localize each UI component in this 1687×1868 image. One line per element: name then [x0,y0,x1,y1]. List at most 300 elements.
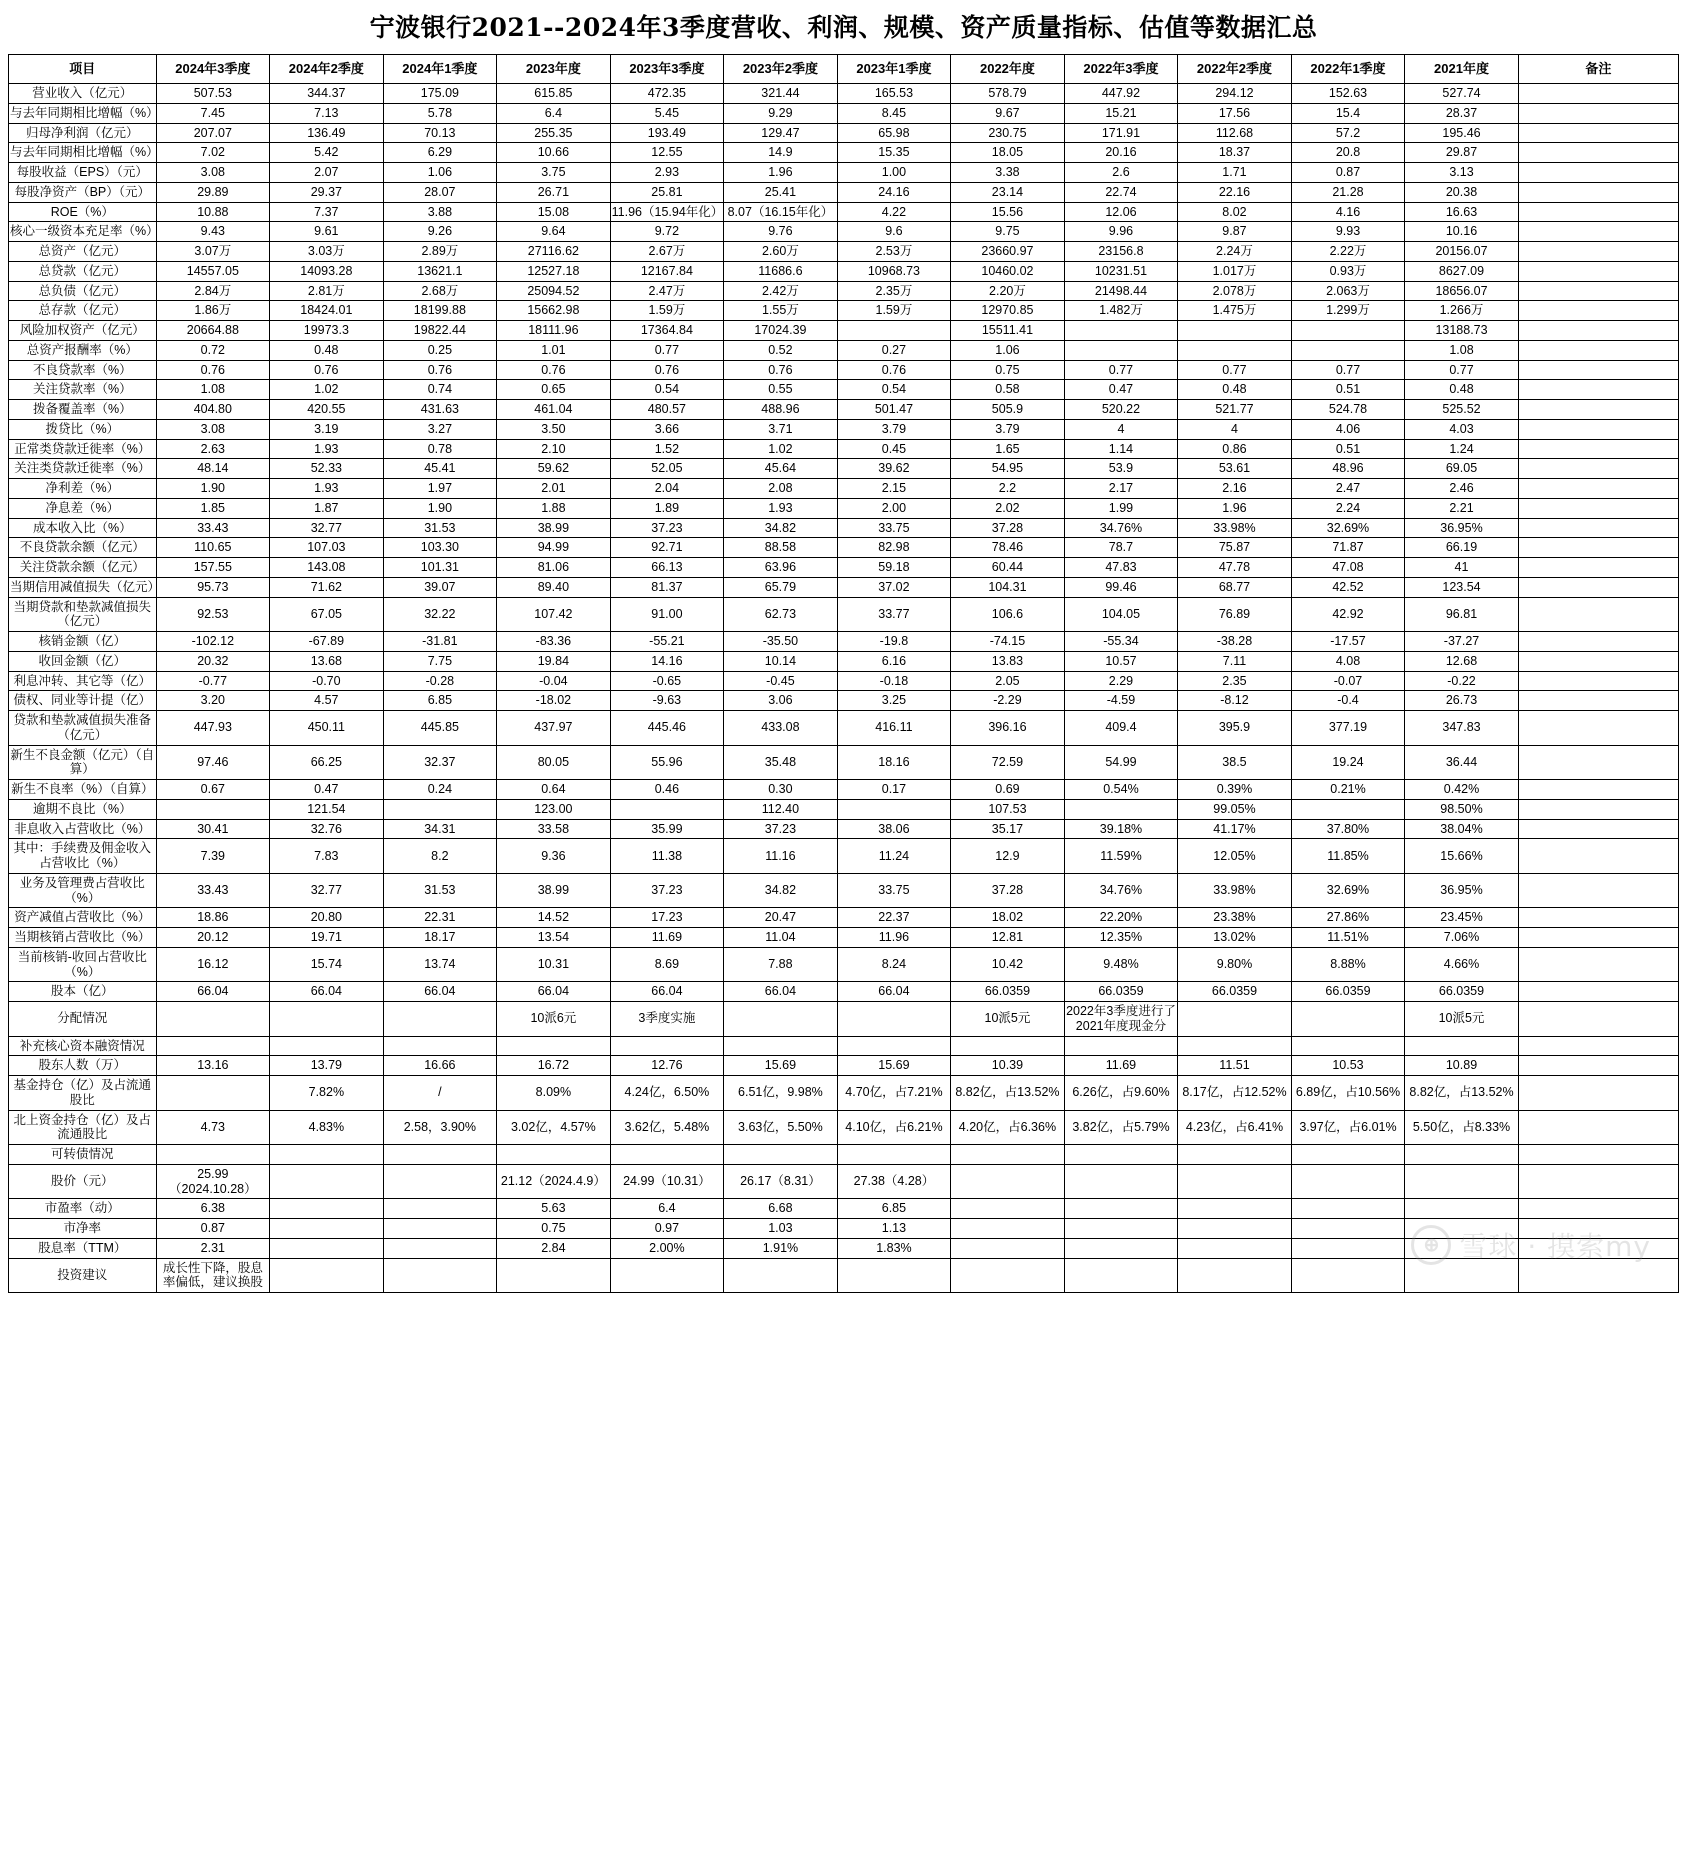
table-cell: 34.76% [1064,518,1178,538]
table-cell [1178,321,1292,341]
table-cell: 8.88% [1291,947,1405,982]
table-cell: 6.4 [610,1199,724,1219]
table-cell: 3.63亿，5.50% [724,1110,838,1145]
table-cell [951,1238,1065,1258]
table-cell: 2.05 [951,671,1065,691]
table-cell [1518,1219,1678,1239]
table-cell [1178,1238,1292,1258]
table-cell: 0.77 [1405,360,1519,380]
table-cell: 34.76% [1064,873,1178,908]
table-cell: 10231.51 [1064,261,1178,281]
row-label: 分配情况 [9,1002,157,1037]
table-cell: 71.62 [270,577,384,597]
table-cell: 2.60万 [724,242,838,262]
table-cell: 230.75 [951,123,1065,143]
table-row [9,281,1679,301]
table-cell: 11.69 [610,928,724,948]
table-cell [610,799,724,819]
table-cell [1518,360,1678,380]
row-label: 归母净利润（亿元） [9,123,157,143]
table-cell: 25.41 [724,182,838,202]
table-cell: 10.31 [497,947,611,982]
table-cell: 30.41 [156,819,270,839]
table-cell: 15.74 [270,947,384,982]
table-cell: 1.13 [837,1219,951,1239]
table-cell [1518,558,1678,578]
table-cell: 15511.41 [951,321,1065,341]
table-cell: 0.77 [1064,360,1178,380]
table-row [9,1002,1679,1037]
table-cell [1518,671,1678,691]
table-cell: 0.76 [270,360,384,380]
table-cell: 507.53 [156,84,270,104]
table-cell: -83.36 [497,632,611,652]
table-cell: 37.28 [951,518,1065,538]
table-cell: 31.53 [383,518,497,538]
row-label: 股价（元） [9,1164,157,1199]
row-label: 正常类贷款迁徙率（%） [9,439,157,459]
table-row [9,651,1679,671]
table-cell: 0.97 [610,1219,724,1239]
table-cell [1178,1199,1292,1219]
table-cell: 20156.07 [1405,242,1519,262]
table-cell: 409.4 [1064,711,1178,746]
table-cell: 0.74 [383,380,497,400]
table-cell: 0.76 [383,360,497,380]
table-cell: 2.00 [837,498,951,518]
table-cell: 11.69 [1064,1056,1178,1076]
table-cell: 3季度实施 [610,1002,724,1037]
table-row [9,163,1679,183]
table-cell [1518,222,1678,242]
table-cell: 6.68 [724,1199,838,1219]
table-cell: 10.66 [497,143,611,163]
table-cell: 13.79 [270,1056,384,1076]
table-cell: 480.57 [610,400,724,420]
table-cell: 68.77 [1178,577,1292,597]
table-cell: 4.73 [156,1110,270,1145]
table-cell: 0.21% [1291,780,1405,800]
table-cell [1291,1002,1405,1037]
table-cell: 26.17（8.31） [724,1164,838,1199]
table-cell: 2.22万 [1291,242,1405,262]
table-cell [1291,321,1405,341]
table-cell [1178,1258,1292,1293]
table-cell: 447.93 [156,711,270,746]
table-cell [383,1238,497,1258]
table-cell: 2.02 [951,498,1065,518]
table-cell: 52.05 [610,459,724,479]
column-header: 2024年3季度 [156,55,270,84]
table-cell: 16.12 [156,947,270,982]
table-cell: 24.99（10.31） [610,1164,724,1199]
row-label: 基金持仓（亿）及占流通股比 [9,1076,157,1111]
table-cell [1064,1238,1178,1258]
table-cell: 66.04 [724,982,838,1002]
table-cell [1518,123,1678,143]
table-cell: 34.82 [724,518,838,538]
table-cell: 6.51亿，9.98% [724,1076,838,1111]
table-cell: 25.99（2024.10.28） [156,1164,270,1199]
table-cell [951,1258,1065,1293]
table-cell: 18199.88 [383,301,497,321]
table-cell: 461.04 [497,400,611,420]
table-cell: 32.22 [383,597,497,632]
table-cell: 20.38 [1405,182,1519,202]
table-cell: 2.04 [610,479,724,499]
row-label: 拨贷比（%） [9,419,157,439]
table-cell: 20.12 [156,928,270,948]
table-cell: 1.96 [724,163,838,183]
table-cell [270,1145,384,1165]
table-cell [270,1036,384,1056]
table-cell [1518,301,1678,321]
table-cell [497,1258,611,1293]
column-header: 2022年2季度 [1178,55,1292,84]
table-cell: 92.71 [610,538,724,558]
table-cell: 1.99 [1064,498,1178,518]
table-cell: 152.63 [1291,84,1405,104]
table-cell: 7.82% [270,1076,384,1111]
table-cell: 27.86% [1291,908,1405,928]
column-header: 2024年2季度 [270,55,384,84]
table-cell: 17024.39 [724,321,838,341]
table-header-row [9,55,1679,84]
table-cell [1518,597,1678,632]
table-cell [1405,1164,1519,1199]
table-cell: 1.08 [1405,340,1519,360]
table-cell [1518,632,1678,652]
table-cell: 54.95 [951,459,1065,479]
table-cell [1518,479,1678,499]
table-cell [1518,819,1678,839]
table-cell: 66.04 [610,982,724,1002]
table-cell: 9.6 [837,222,951,242]
table-cell [1291,1036,1405,1056]
table-cell [156,799,270,819]
table-cell: 5.50亿，占8.33% [1405,1110,1519,1145]
table-row [9,380,1679,400]
table-row [9,632,1679,652]
table-cell: -74.15 [951,632,1065,652]
table-cell: 29.87 [1405,143,1519,163]
table-cell: 2022年3季度进行了2021年度现金分 [1064,1002,1178,1037]
table-cell: 14093.28 [270,261,384,281]
table-cell: 34.31 [383,819,497,839]
table-cell: 103.30 [383,538,497,558]
table-cell [1518,1258,1678,1293]
table-cell: 9.76 [724,222,838,242]
table-row [9,1056,1679,1076]
table-cell: 4.20亿，占6.36% [951,1110,1065,1145]
table-cell: 11.38 [610,839,724,874]
table-cell: 7.88 [724,947,838,982]
table-cell: 129.47 [724,123,838,143]
table-cell: -0.65 [610,671,724,691]
table-cell: 0.64 [497,780,611,800]
table-cell: 488.96 [724,400,838,420]
table-cell: -9.63 [610,691,724,711]
table-cell: 22.31 [383,908,497,928]
table-cell [1518,691,1678,711]
table-cell: 9.75 [951,222,1065,242]
table-cell [1518,1199,1678,1219]
table-cell: 0.48 [1405,380,1519,400]
table-cell: 19.84 [497,651,611,671]
table-row [9,242,1679,262]
table-cell: 2.68万 [383,281,497,301]
table-cell: 25.81 [610,182,724,202]
table-cell: 91.00 [610,597,724,632]
table-cell: 193.49 [610,123,724,143]
table-cell: 0.69 [951,780,1065,800]
table-cell: 107.42 [497,597,611,632]
table-row [9,261,1679,281]
table-cell: 1.97 [383,479,497,499]
table-cell: 5.78 [383,103,497,123]
table-cell: 10.14 [724,651,838,671]
table-cell: 9.61 [270,222,384,242]
table-cell: 2.35万 [837,281,951,301]
table-cell: 6.89亿，占10.56% [1291,1076,1405,1111]
table-cell: 294.12 [1178,84,1292,104]
table-cell: 6.16 [837,651,951,671]
table-cell: 66.04 [837,982,951,1002]
table-cell [1518,928,1678,948]
table-cell: -55.21 [610,632,724,652]
table-cell: 3.20 [156,691,270,711]
table-cell: 2.10 [497,439,611,459]
table-row [9,143,1679,163]
table-row [9,780,1679,800]
table-cell: 1.24 [1405,439,1519,459]
table-cell: 12167.84 [610,261,724,281]
table-cell: 1.14 [1064,439,1178,459]
table-cell: 28.07 [383,182,497,202]
table-cell: 0.55 [724,380,838,400]
table-cell: 4.57 [270,691,384,711]
table-cell: 104.31 [951,577,1065,597]
table-cell: 20.16 [1064,143,1178,163]
table-cell [837,1145,951,1165]
table-cell: 0.76 [497,360,611,380]
table-cell: 59.62 [497,459,611,479]
table-cell: 66.0359 [951,982,1065,1002]
column-header: 2023年度 [497,55,611,84]
table-cell: 2.20万 [951,281,1065,301]
table-row [9,1076,1679,1111]
table-row [9,982,1679,1002]
table-cell [1518,1076,1678,1111]
table-cell [1518,1145,1678,1165]
table-cell: 53.9 [1064,459,1178,479]
table-cell: 17.23 [610,908,724,928]
table-cell: 60.44 [951,558,1065,578]
table-cell: 521.77 [1178,400,1292,420]
table-cell [156,1002,270,1037]
table-cell: 3.71 [724,419,838,439]
table-cell: 0.77 [610,340,724,360]
row-label: 关注贷款率（%） [9,380,157,400]
table-cell: 10460.02 [951,261,1065,281]
table-cell [1518,242,1678,262]
table-cell [1064,340,1178,360]
table-cell: 18.02 [951,908,1065,928]
table-cell: 11.51% [1291,928,1405,948]
table-cell: 67.05 [270,597,384,632]
table-cell [1178,1002,1292,1037]
table-row [9,947,1679,982]
table-cell: 12.35% [1064,928,1178,948]
table-cell: 29.37 [270,182,384,202]
row-label: 总存款（亿元） [9,301,157,321]
table-cell [1518,982,1678,1002]
table-cell: 54.99 [1064,745,1178,780]
table-cell: 32.77 [270,518,384,538]
table-cell: 107.03 [270,538,384,558]
table-cell: 1.55万 [724,301,838,321]
table-cell: 1.86万 [156,301,270,321]
table-cell: 65.79 [724,577,838,597]
table-cell [383,799,497,819]
column-header: 2023年3季度 [610,55,724,84]
row-label: 逾期不良比（%） [9,799,157,819]
table-cell: 47.08 [1291,558,1405,578]
table-cell: 80.05 [497,745,611,780]
table-cell: 45.64 [724,459,838,479]
table-cell: 501.47 [837,400,951,420]
table-cell: 2.07 [270,163,384,183]
table-row [9,182,1679,202]
table-cell: 66.13 [610,558,724,578]
row-label: 可转债情况 [9,1145,157,1165]
table-cell: 2.35 [1178,671,1292,691]
table-cell: 9.48% [1064,947,1178,982]
table-row [9,538,1679,558]
table-cell: 0.87 [1291,163,1405,183]
table-cell: 4 [1178,419,1292,439]
table-cell: 524.78 [1291,400,1405,420]
row-label: 非息收入占营收比（%） [9,819,157,839]
table-cell [383,1036,497,1056]
table-cell: 66.04 [156,982,270,1002]
table-cell: 1.59万 [837,301,951,321]
table-cell: 13.68 [270,651,384,671]
watermark-text: 雪球 · 摸索my [1459,1230,1651,1263]
table-cell [1064,1199,1178,1219]
table-cell: 15.35 [837,143,951,163]
table-cell: 10.39 [951,1056,1065,1076]
table-cell [1405,1219,1519,1239]
table-cell: 33.43 [156,873,270,908]
table-cell: 416.11 [837,711,951,746]
table-cell: 4 [1064,419,1178,439]
table-cell: 88.58 [724,538,838,558]
table-cell: 48.14 [156,459,270,479]
table-cell: 19822.44 [383,321,497,341]
table-cell: -0.07 [1291,671,1405,691]
table-cell: 4.23亿，占6.41% [1178,1110,1292,1145]
table-cell: 35.17 [951,819,1065,839]
table-cell: 41 [1405,558,1519,578]
table-cell: 13.83 [951,651,1065,671]
table-row [9,439,1679,459]
table-cell [1064,1036,1178,1056]
table-cell [1518,780,1678,800]
row-label: 每股净资产（BP）（元） [9,182,157,202]
table-cell: 66.0359 [1064,982,1178,1002]
table-cell: 2.84万 [156,281,270,301]
row-label: 风险加权资产（亿元） [9,321,157,341]
table-cell: 8.09% [497,1076,611,1111]
row-label: 每股收益（EPS）（元） [9,163,157,183]
table-cell: 4.08 [1291,651,1405,671]
table-cell: 0.17 [837,780,951,800]
table-cell [497,1036,611,1056]
table-row [9,419,1679,439]
table-cell: 4.66% [1405,947,1519,982]
table-cell: 20.47 [724,908,838,928]
table-cell: 1.71 [1178,163,1292,183]
table-cell: 3.25 [837,691,951,711]
table-cell [1405,1238,1519,1258]
table-cell: 2.93 [610,163,724,183]
table-cell: 12.76 [610,1056,724,1076]
table-cell: 15.4 [1291,103,1405,123]
table-cell [1178,1036,1292,1056]
table-cell: 10.16 [1405,222,1519,242]
row-label: 总资产（亿元） [9,242,157,262]
table-cell: 10派5元 [951,1002,1065,1037]
column-header: 2023年2季度 [724,55,838,84]
table-cell [1518,1238,1678,1258]
table-cell: 39.62 [837,459,951,479]
table-cell: 472.35 [610,84,724,104]
table-cell [1291,1238,1405,1258]
table-cell: 527.74 [1405,84,1519,104]
table-cell: 2.01 [497,479,611,499]
table-cell: 12527.18 [497,261,611,281]
table-cell [1518,651,1678,671]
table-cell: 35.48 [724,745,838,780]
table-cell: 3.79 [951,419,1065,439]
table-cell [1518,1056,1678,1076]
table-cell: 19.71 [270,928,384,948]
table-cell [1178,340,1292,360]
table-cell: 321.44 [724,84,838,104]
table-cell: 2.89万 [383,242,497,262]
table-cell: 107.53 [951,799,1065,819]
table-cell [1518,439,1678,459]
table-cell: 171.91 [1064,123,1178,143]
table-cell: -55.34 [1064,632,1178,652]
table-cell: 7.06% [1405,928,1519,948]
table-row [9,908,1679,928]
table-cell [1291,1145,1405,1165]
column-header: 2024年1季度 [383,55,497,84]
table-cell: 59.18 [837,558,951,578]
column-header: 项目 [9,55,157,84]
table-cell [1518,261,1678,281]
table-cell: 112.68 [1178,123,1292,143]
row-label: 关注贷款余额（亿元） [9,558,157,578]
table-cell [724,1145,838,1165]
table-cell: 92.53 [156,597,270,632]
table-cell: 8.82亿，占13.52% [1405,1076,1519,1111]
table-cell: 37.23 [610,873,724,908]
table-cell: 0.51 [1291,439,1405,459]
table-cell [1518,799,1678,819]
